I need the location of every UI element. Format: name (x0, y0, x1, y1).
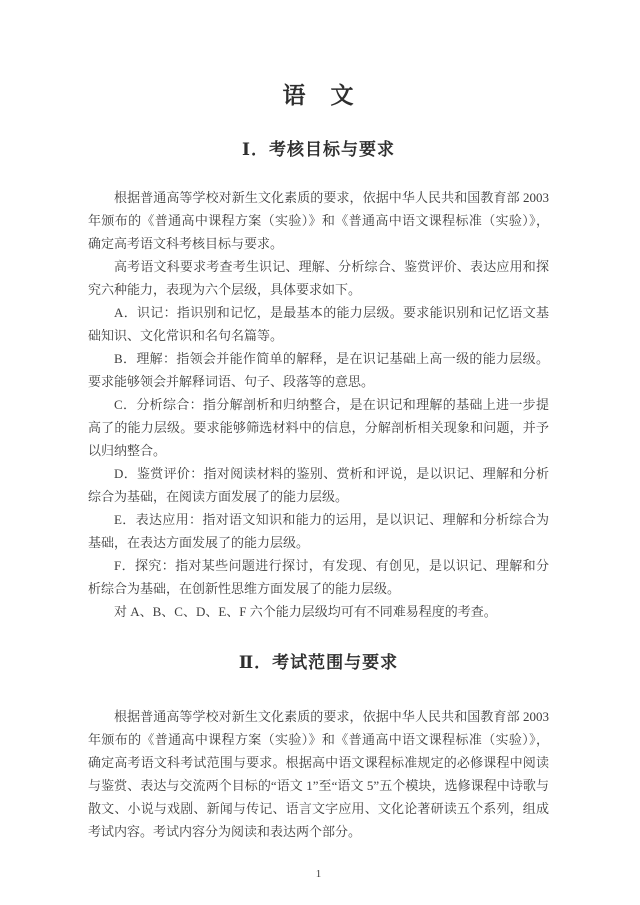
paragraph-level-c: C．分析综合：指分解剖析和归纳整合，是在识记和理解的基础上进一步提高了的能力层级。要求能够筛选材料中的信息，分解剖析相关现象和问题，并予以归纳整合。 (88, 397, 549, 458)
section-1-body (88, 186, 549, 623)
paragraph-level-b: B．理解：指领会并能作简单的解释，是在识记基础上高一级的能力层级。要求能够领会并解释词语、句子、段落等的意思。 (88, 351, 549, 389)
paragraph-exam-scope: 根据普通高等学校对新生文化素质的要求，依据中华人民共和国教育部 2003 年颁布的《普通高中课程方案（实验）》和《普通高中语文课程标准（实验）》，确定高考语文科考试范围与要求。根据高中语文课程标准规定的必修课程中阅读与鉴赏、表达与交流两个目标的“语文 1”至“语文 5”五个模块，选修课程中诗歌与散文、小说与戏剧、新闻与传记、语言文字应用、文化论著研读五个系列，组成考试内容。考试内容分为阅读和表达两个部分。 (88, 709, 549, 839)
paragraph-six-abilities: 高考语文科要求考查考生识记、理解、分析综合、鉴赏评价、表达应用和探究六种能力，表现为六个层级，具体要求如下。 (88, 259, 549, 297)
paragraph-level-a: A．识记：指识别和记忆，是最基本的能力层级。要求能识别和记忆语文基础知识、文化常识和名句名篇等。 (88, 305, 549, 343)
paragraph-level-d: D．鉴赏评价：指对阅读材料的鉴别、赏析和评说，是以识记、理解和分析综合为基础，在阅读方面发展了的能力层级。 (88, 466, 549, 504)
paragraph-level-e: E．表达应用：指对语文知识和能力的运用，是以识记、理解和分析综合为基础，在表达方面发展了的能力层级。 (88, 512, 549, 550)
paragraph-level-f: F．探究：指对某些问题进行探讨，有发现、有创见，是以识记、理解和分析综合为基础，在创新性思维方面发展了的能力层级。 (88, 558, 549, 596)
section-1-heading: Ⅰ．考核目标与要求 (242, 140, 395, 159)
section-2-body (88, 705, 549, 843)
document-title: 语 文 (282, 83, 355, 108)
paragraph-intro-goals: 根据普通高等学校对新生文化素质的要求，依据中华人民共和国教育部 2003 年颁布的《普通高中课程方案（实验）》和《普通高中语文课程标准（实验）》，确定高考语文科考核目标与要求。 (88, 190, 549, 251)
page-number: 1 (315, 868, 322, 880)
paragraph-levels-summary: 对 A、B、C、D、E、F 六个能力层级均可有不同难易程度的考查。 (114, 604, 497, 619)
section-2-heading: Ⅱ．考试范围与要求 (238, 653, 399, 672)
